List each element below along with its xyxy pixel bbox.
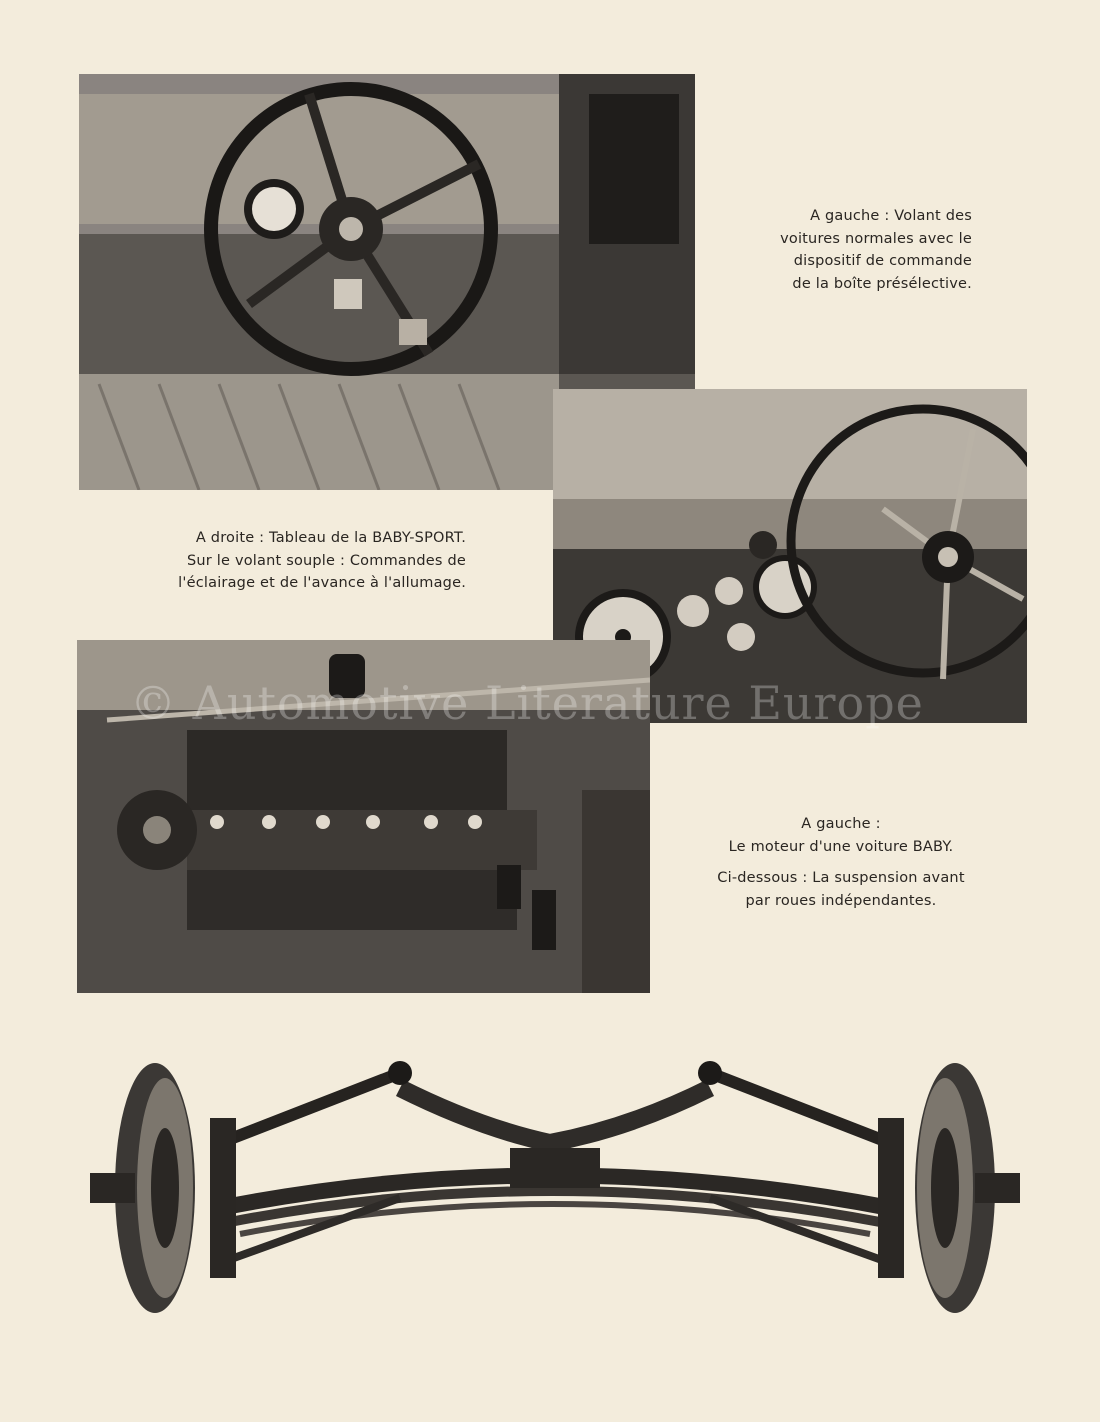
caption-engine-suspension xyxy=(700,813,982,912)
caption-line: Ci-dessous : La suspension avant xyxy=(717,870,965,886)
caption-line: Sur le volant souple : Commandes de xyxy=(187,552,466,569)
caption-line: Le moteur d'une voiture BABY. xyxy=(728,838,954,855)
caption-engine xyxy=(700,813,982,858)
caption-line: A droite : Tableau de la BABY-SPORT. xyxy=(195,530,466,546)
caption-line: l'éclairage et de l'avance à l'allumage. xyxy=(178,575,466,591)
watermark: © Automotive Literature Europe xyxy=(130,676,924,730)
caption-line: dispositif de commande xyxy=(793,253,972,269)
caption-line: A gauche : Volant des xyxy=(810,208,972,224)
caption-line: de la boîte présélective. xyxy=(792,275,972,292)
caption-suspension xyxy=(700,867,982,912)
caption-line: A gauche : xyxy=(801,816,881,832)
caption-line: par roues indépendantes. xyxy=(745,892,937,909)
front-suspension-photo xyxy=(70,1048,1045,1328)
caption-dashboard xyxy=(140,527,466,595)
caption-line: voitures normales avec le xyxy=(780,230,972,247)
caption-steering-wheel xyxy=(740,205,972,295)
